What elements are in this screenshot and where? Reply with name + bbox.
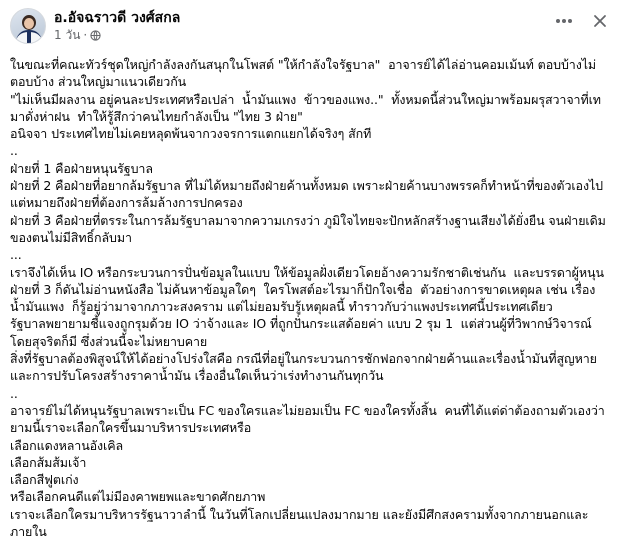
avatar-tie [27, 31, 31, 43]
author-avatar[interactable] [10, 8, 46, 44]
close-button[interactable] [587, 10, 613, 32]
paragraph: เราจะเลือกใครมาบริหารรัฐนาวาลำนี้ ในวันที่โลกเปลี่ยนแปลงมากมาย และยังมีศึกสงครามทั้งจากภายนอกและภายใน [10, 506, 589, 540]
post-body [10, 56, 613, 540]
post-actions [551, 10, 613, 32]
paragraph: ฝ่ายที่ 3 คือฝ่ายที่ตรระในการล้มรัฐบาลมาจากความเกรงว่า ภูมิใจไทยจะปักหลักสร้างฐานเสียงได้ยั่งยืน จนฝ่ายเดิมของตนไม่มีสิทธิ์กลับมา [10, 212, 606, 245]
paragraph: อาจารย์ไม่ได้หนุนรัฐบาลเพราะเป็น FC ของใครและไม่ยอมเป็น FC ของใครทั้งสิ้น คนที่ได้แต่ด่าต้องถามตัวเองว่ายามนี้เราจะเลือกใครขึ้นมาบริหารประเทศหรือ [10, 402, 605, 436]
avatar-face [24, 18, 34, 29]
paragraph: ในขณะที่คณะทัวร์ชุดใหญ่กำลังลงกันสนุกในโพสต์ "ให้กำลังใจรัฐบาล" อาจารย์ได้ไล่อ่านคอมเม้นท์ ตอบบ้างไม่ตอบบ้าง ส่วนใหญ่มาแนวเดียวกัน [10, 57, 597, 90]
author-name[interactable]: อ.อัจฉราวดี วงศ์สกล [54, 10, 181, 26]
paragraph: .. [10, 143, 18, 159]
paragraph: ฝ่ายที่ 1 คือฝ่ายหนุนรัฐบาล [10, 160, 153, 176]
more-horizontal-icon [555, 18, 573, 24]
post-subline [54, 27, 180, 43]
paragraph: เลือกส้มส้มเจ้า [10, 454, 87, 470]
paragraph: เลือกสีฟูตเก่ง [10, 472, 79, 488]
paragraph: เราจึงได้เห็น IO หรือกระบวนการปั่นข้อมูลในแบบ ให้ข้อมูลฝั่งเดียวโดยอ้างความรักชาติเช่นกัน และบรรดาผู้หนุนฝ่ายที่ 3 ก็ดันไม่อ่านหนังสือ ไม่ค้นหาข้อมูลใดๆ ใครโพสต์อะไรมาก็ปักใจเชื่อ ตัวอย่างการขาดเหตุผล เช่น เรื่องน้ำมันแพง ก็รู้อยู่ว่ามาจากภาวะสงคราม แต่ไม่ยอมรับรู้เหตุผลนี้ ทำราวกับว่าแพงประเทศนี้ประเทศเดียว [10, 264, 604, 315]
paragraph: .. [10, 385, 18, 401]
close-icon [593, 14, 607, 28]
globe-icon[interactable] [90, 27, 101, 43]
post-header [10, 8, 613, 48]
paragraph: รัฐบาลพยายามชี้แจงถูกรุมด้วย IO ว่าจ้างและ IO ที่ถูกปั่นกระแสด้อยค่า แบบ 2 รุม 1 แต่ส่วนผู้ที่วิพากษ์วิจารณ์โดยสุจริตก็มี ซึ่งส่วนนี้จะไม่หยาบคาย [10, 316, 592, 349]
post-timestamp[interactable]: 1 วัน [54, 28, 81, 42]
post-meta [54, 8, 180, 43]
more-options-button[interactable] [551, 10, 577, 32]
paragraph: อนิจจา ประเทศไทยไม่เคยหลุดพ้นจากวงจรการแตกแยกได้จริงๆ สักที [10, 126, 372, 142]
paragraph: ... [10, 247, 22, 263]
separator-dot: · [83, 28, 88, 42]
paragraph: "ไม่เห็นมีผลงาน อยู่คนละประเทศหรือเปล่า น้ำมันแพง ข้าวของแพง.." ทั้งหมดนี้ส่วนใหญ่มาพร้อมผรุสวาจาที่เทมาดั่งห่าฝน ทำให้รู้สึกว่าคนไทยกำลังเป็น "ไทย 3 ฝ่าย" [10, 91, 601, 124]
paragraph: เลือกแดงหลานอังเคิล [10, 437, 124, 453]
paragraph: สิ่งที่รัฐบาลต้องพิสูจน์ให้ได้อย่างโปร่งใสคือ กรณีที่อยู่ในกระบวนการชักฟอกจากฝ่ายค้านและเรื่องน้ำมันที่สูญหายและการปรับโครงสร้างราคาน้ำมัน เรื่องอื่นใดเห็นว่าเร่งทำงานกันทุกวัน [10, 351, 597, 384]
paragraph: ฝ่ายที่ 2 คือฝ่ายที่อยากล้มรัฐบาล ที่ไม่ได้หมายถึงฝ่ายค้านทั้งหมด เพราะฝ่ายค้านบางพรรคก็ทำหน้าที่ของตัวเองไป แต่หมายถึงฝ่ายที่ต้องการล้มล้างการปกครอง [10, 178, 611, 211]
paragraph: หรือเลือกคนดีแต่ไม่มีองคาพยพและขาดศักยภาพ [10, 489, 266, 505]
